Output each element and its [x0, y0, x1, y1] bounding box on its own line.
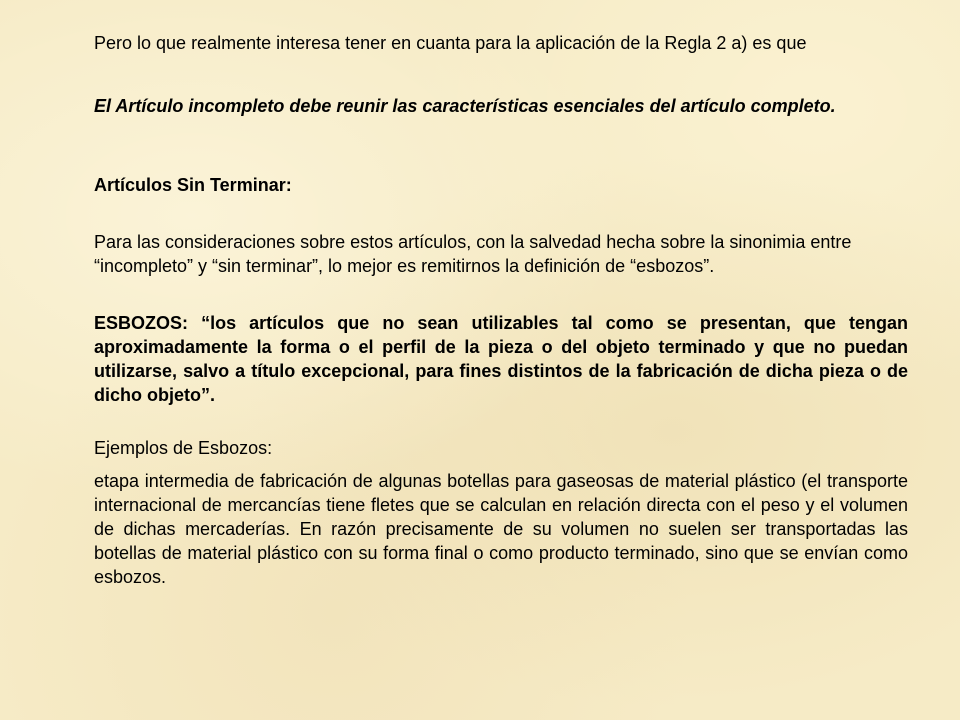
example-paragraph: etapa intermedia de fabricación de algunas botellas para gaseosas de material plástico (el transporte internacional de mercancías tiene fletes que se calculan en relación directa con el peso y el volumen de dichas mercaderías. En razón precisamente de su volumen no suelen ser transportadas las botellas de material plástico con su forma final o como producto terminado, sino que se envían como esbozos.	[94, 471, 908, 587]
considerations-paragraph: Para las consideraciones sobre estos artículos, con la salvedad hecha sobre la sinonimia entre “incompleto” y “sin terminar”, lo mejor es remitirnos la definición de “esbozos”.	[94, 232, 852, 276]
intro-paragraph: Pero lo que realmente interesa tener en cuanta para la aplicación de la Regla 2 a) es que	[94, 33, 807, 53]
examples-heading: Ejemplos de Esbozos:	[94, 438, 273, 458]
section-heading: Artículos Sin Terminar:	[94, 175, 292, 195]
emphasis-paragraph: El Artículo incompleto debe reunir las características esenciales del artículo completo.	[94, 96, 836, 116]
definition-paragraph: ESBOZOS: “los artículos que no sean utilizables tal como se presentan, que tengan aproximadamente la forma o el perfil de la pieza o del objeto terminado y que no puedan utilizarse, salvo a título excepcional, para fines distintos de la fabricación de dicha pieza o de dicho objeto”.	[94, 313, 908, 405]
